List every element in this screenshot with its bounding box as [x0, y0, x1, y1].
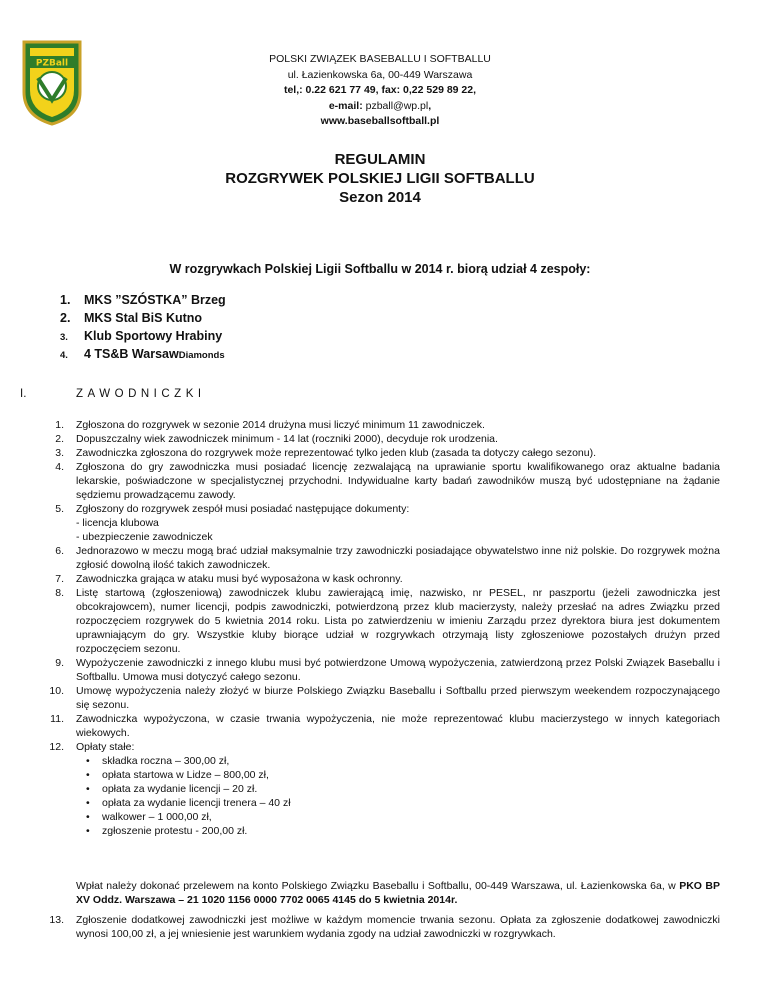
- rule-number: 10.: [49, 685, 64, 697]
- rule-number: 11.: [50, 713, 64, 725]
- org-website: www.baseballsoftball.pl: [320, 115, 440, 127]
- rule-text: [76, 446, 720, 460]
- rule-number: 8.: [55, 587, 64, 599]
- rule-number: 5.: [55, 503, 64, 515]
- team-list: [60, 293, 226, 365]
- title-line-2: ROZGRYWEK POLSKIEJ LIGII SOFTBALLU: [225, 170, 535, 187]
- rule-item: [20, 586, 720, 656]
- rule-item: [20, 740, 720, 838]
- rule-text: [76, 460, 720, 502]
- fee-item: • zgłoszenie protestu - 200,00 zł.: [76, 824, 720, 838]
- team-name: Klub Sportowy Hrabiny: [84, 329, 223, 343]
- fee-list: [76, 754, 720, 838]
- org-email: [200, 99, 560, 115]
- org-address: ul. Łazienkowska 6a, 00-449 Warszawa: [287, 68, 473, 81]
- rule-number: 9.: [55, 657, 64, 669]
- rule-text: [76, 432, 720, 446]
- rule-line: Jednorazowo w meczu mogą brać udział maksymalnie trzy zawodniczki posiadające obywatelstwo inne niż polskie. Do rozgrywek można zgłosić dowolną ilość takich zawodniczek.: [76, 545, 720, 571]
- team-name: MKS Stal BiS Kutno: [84, 311, 203, 325]
- payment-text: Wpłat należy dokonać przelewem na konto Polskiego Związku Baseballu i Softballu, 00-449 Warszawa, ul. Łazienkowska 6a, w: [76, 880, 680, 892]
- rule-number: 1.: [55, 419, 64, 431]
- logo-text: PZBall: [35, 58, 69, 69]
- rule-text: [76, 544, 720, 572]
- rule-text: [76, 572, 720, 586]
- rule-line: Zgłoszona do rozgrywek w sezonie 2014 drużyna musi liczyć minimum 11 zawodniczek.: [76, 419, 485, 431]
- rule-item: [20, 446, 720, 460]
- rule-line: Zawodniczka zgłoszona do rozgrywek może reprezentować tylko jeden klub (zasada ta dotyczy całego sezonu).: [76, 447, 597, 459]
- rule-text: [76, 418, 720, 432]
- rule-line: Listę startową (zgłoszeniową) zawodniczek klubu zawierającą imię, nazwisko, nr PESEL, nr paszportu (jeżeli zawodniczka jest obcokrajowcem), numer licencji, podpis zawodniczki, potwierdzoną przez klub macierzysty, należy przesłać na adres Związku przed rozpoczęciem rozgrywek do 5 kwietnia 2014 roku. Lista po zatwierdzeniu w imieniu Zarządu przez dyrektora biura jest dokumentem uprawniającym do gry. Wszystkie kluby biorące udział w rozgrywkach otrzymają listy zgłoszeniowe pozostałych drużyn przed rozpoczęciem sezonu.: [76, 587, 720, 655]
- team-number: 4.: [60, 350, 68, 361]
- team-number: 2.: [60, 311, 71, 325]
- email-tail: ,: [428, 99, 432, 112]
- rule-text: [76, 712, 720, 740]
- section-number: I.: [20, 388, 27, 400]
- rule-text: Zgłoszenie dodatkowej zawodniczki jest możliwe w każdym momencie trwania sezonu. Opłata za zgłoszenie dodatkowej zawodniczki wynosi 100,00 zł, a jej wniesienie jest warunkiem wydania zgody na udział zawodniczki w rozgrywkach.: [76, 914, 720, 940]
- rule-item: [20, 913, 720, 941]
- rule-line: - licencja klubowa: [76, 517, 159, 529]
- rule-line: Umowę wypożyczenia należy złożyć w biurze Polskiego Związku Baseballu i Softballu przed pierwszym weekendem rozpoczynającego się sezonu.: [76, 685, 720, 711]
- rule-number: 6.: [55, 545, 64, 557]
- rule-item: [20, 460, 720, 502]
- rule-item: [20, 712, 720, 740]
- rule-line: Zawodniczka grająca w ataku musi być wyposażona w kask ochronny.: [76, 573, 403, 585]
- rule-item: [20, 418, 720, 432]
- rule-text: [76, 684, 720, 712]
- email-value: pzball@wp.pl: [365, 99, 429, 112]
- rule-text: [76, 656, 720, 684]
- rule-text: [76, 740, 720, 838]
- rule-number: 3.: [55, 447, 64, 459]
- team-name: 4 TS&B Warsaw: [84, 347, 179, 361]
- rule-number: 2.: [55, 433, 64, 445]
- team-suffix: Diamonds: [178, 350, 225, 361]
- team-name: MKS ”SZÓSTKA” Brzeg: [84, 293, 226, 307]
- team-number: 3.: [60, 332, 68, 343]
- rule-item: [20, 544, 720, 572]
- team-number: 1.: [60, 293, 71, 307]
- rule-line: Zgłoszona do gry zawodniczka musi posiadać licencję zezwalającą na uprawianie sportu kwalifikowanego oraz aktualne badania lekarskie, poświadczone w specjalistycznej przychodni. Indywidualne karty badań zawodników muszą być udostępniane na żądanie sędziemu prowadzącemu zawody.: [76, 461, 720, 501]
- letterhead: [200, 52, 560, 130]
- fee-item: • walkower – 1 000,00 zł,: [76, 810, 720, 824]
- org-phone: tel,: 0.22 621 77 49, fax: 0,22 529 89 22,: [283, 84, 477, 96]
- fee-item: • opłata za wydanie licencji – 20 zł.: [76, 782, 720, 796]
- rule-item: [20, 432, 720, 446]
- rule-number: 4.: [55, 461, 64, 473]
- rule-number: 12.: [49, 741, 64, 753]
- rule-item: [20, 502, 720, 544]
- rule-line: Dopuszczalny wiek zawodniczek minimum - 14 lat (roczniki 2000), decyduje rok urodzenia.: [76, 433, 498, 445]
- pzball-logo: [20, 38, 84, 126]
- payment-note: [76, 879, 720, 907]
- rule-line: - ubezpieczenie zawodniczek: [76, 531, 213, 543]
- rules-list: [20, 418, 720, 838]
- org-name: POLSKI ZWIĄZEK BASEBALLU I SOFTBALLU: [269, 53, 491, 65]
- rule-line: Zawodniczka wypożyczona, w czasie trwania wypożyczenia, nie może reprezentować klubu macierzystego w innych kategoriach wiekowych.: [76, 713, 720, 739]
- section-heading: [20, 388, 206, 400]
- title-line-1: REGULAMIN: [334, 151, 426, 168]
- fee-item: • opłata za wydanie licencji trenera – 40 zł: [76, 796, 720, 810]
- team-item: [60, 293, 226, 311]
- rule-line: Opłaty stałe:: [76, 741, 135, 753]
- rule-line: Zgłoszony do rozgrywek zespół musi posiadać następujące dokumenty:: [76, 503, 410, 515]
- team-item: [60, 329, 226, 347]
- email-label: e-mail:: [328, 99, 366, 112]
- fee-item: • opłata startowa w Lidze – 800,00 zł,: [76, 768, 720, 782]
- document-title: [100, 150, 660, 207]
- rule-text: [76, 586, 720, 656]
- rule-item: [20, 684, 720, 712]
- intro-text: W rozgrywkach Polskiej Ligii Softballu w 2014 r. biorą udział 4 zespoły:: [169, 262, 591, 276]
- rule-number: 7.: [55, 573, 64, 585]
- team-item: [60, 311, 226, 329]
- rule-text: [76, 502, 720, 544]
- rule-item: [20, 656, 720, 684]
- payment-account: PKO BP XV Oddz. Warszawa – 21 1020 1156 0000 7702 0065 4145 do 5 kwietnia 2014r.: [76, 880, 720, 906]
- fee-item: • składka roczna – 300,00 zł,: [76, 754, 720, 768]
- title-line-3: Sezon 2014: [339, 189, 421, 206]
- section-title: ZAWODNICZKI: [76, 388, 206, 400]
- rule-item: [20, 572, 720, 586]
- team-item: [60, 347, 226, 365]
- rule-line: Wypożyczenie zawodniczki z innego klubu musi być potwierdzone Umową wypożyczenia, zatwierdzoną przez Polski Związek Baseballu i Softballu. Umowa musi dotyczyć całego sezonu.: [76, 657, 720, 683]
- rule-number: 13.: [49, 914, 64, 926]
